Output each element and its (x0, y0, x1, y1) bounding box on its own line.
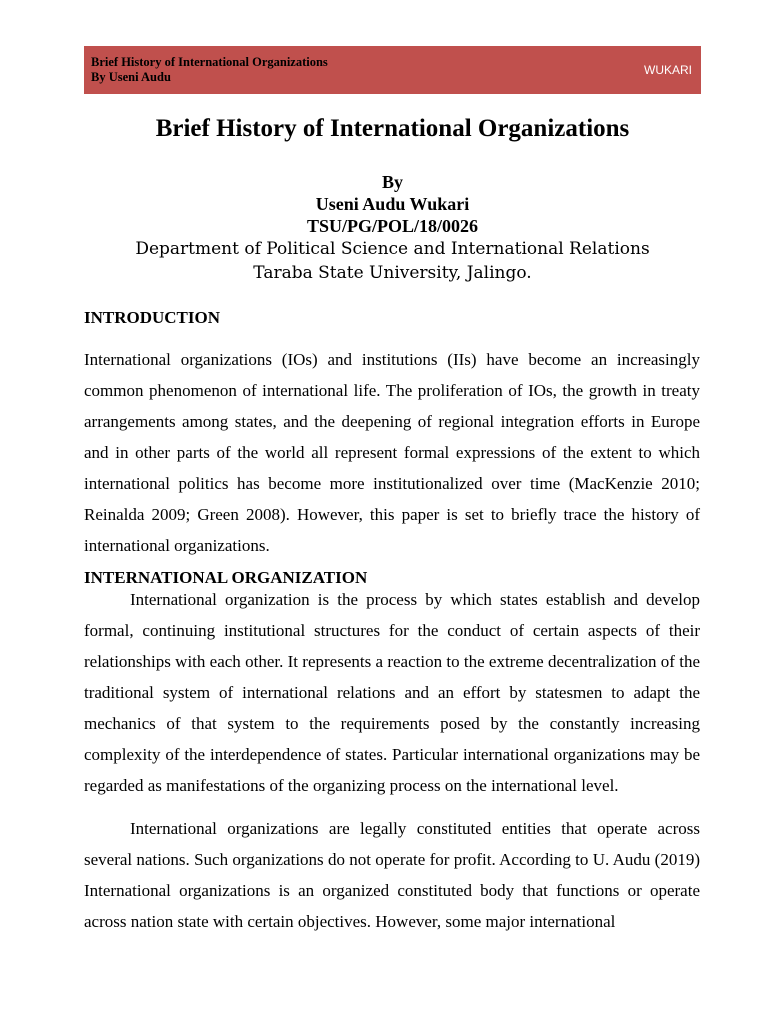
author-department: Department of Political Science and International Relations (135, 239, 650, 259)
author-block (84, 171, 701, 285)
international-organization-paragraph-1: International organization is the process by which states establish and develop formal, continuing institutional structures for the conduct of certain aspects of their relationships with each other. It represents a reaction to the extreme decentralization of the traditional system of international relations and an effort by statesmen to adapt the mechanics of that system to the requirements posed by the constantly increasing complexity of the interdependence of states. Particular international organizations may be regarded as manifestations of the organizing process on the international level. (84, 590, 700, 795)
introduction-heading: INTRODUCTION (84, 308, 221, 327)
international-organization-paragraph-2: International organizations are legally constituted entities that operate across several nations. Such organizations do not operate for profit. According to U. Audu (2019) International organizations is an organized constituted body that functions or operate across nation state with certain objectives. However, some major international (84, 819, 700, 931)
author-university: Taraba State University, Jalingo. (253, 263, 532, 283)
author-id: TSU/PG/POL/18/0026 (306, 216, 479, 236)
international-organization-heading: INTERNATIONAL ORGANIZATION (84, 568, 368, 587)
header-left (91, 55, 328, 85)
header-title: Brief History of International Organizations (91, 55, 328, 69)
document-title: Brief History of International Organizations (155, 115, 630, 142)
introduction-paragraph: International organizations (IOs) and institutions (IIs) have become an increasingly common phenomenon of international life. The proliferation of IOs, the growth in treaty arrangements among states, and the deepening of regional integration efforts in Europe and in other parts of the world all represent formal expressions of the extent to which international politics has become more institutionalized over time (MacKenzie 2010; Reinalda 2009; Green 2008). However, this paper is set to briefly trace the history of international organizations. (84, 350, 700, 555)
author-by: By (381, 172, 403, 192)
header-author: By Useni Audu (91, 70, 171, 84)
header-location: WUKARI (644, 63, 692, 77)
author-name: Useni Audu Wukari (315, 194, 470, 214)
page-header (84, 46, 701, 94)
